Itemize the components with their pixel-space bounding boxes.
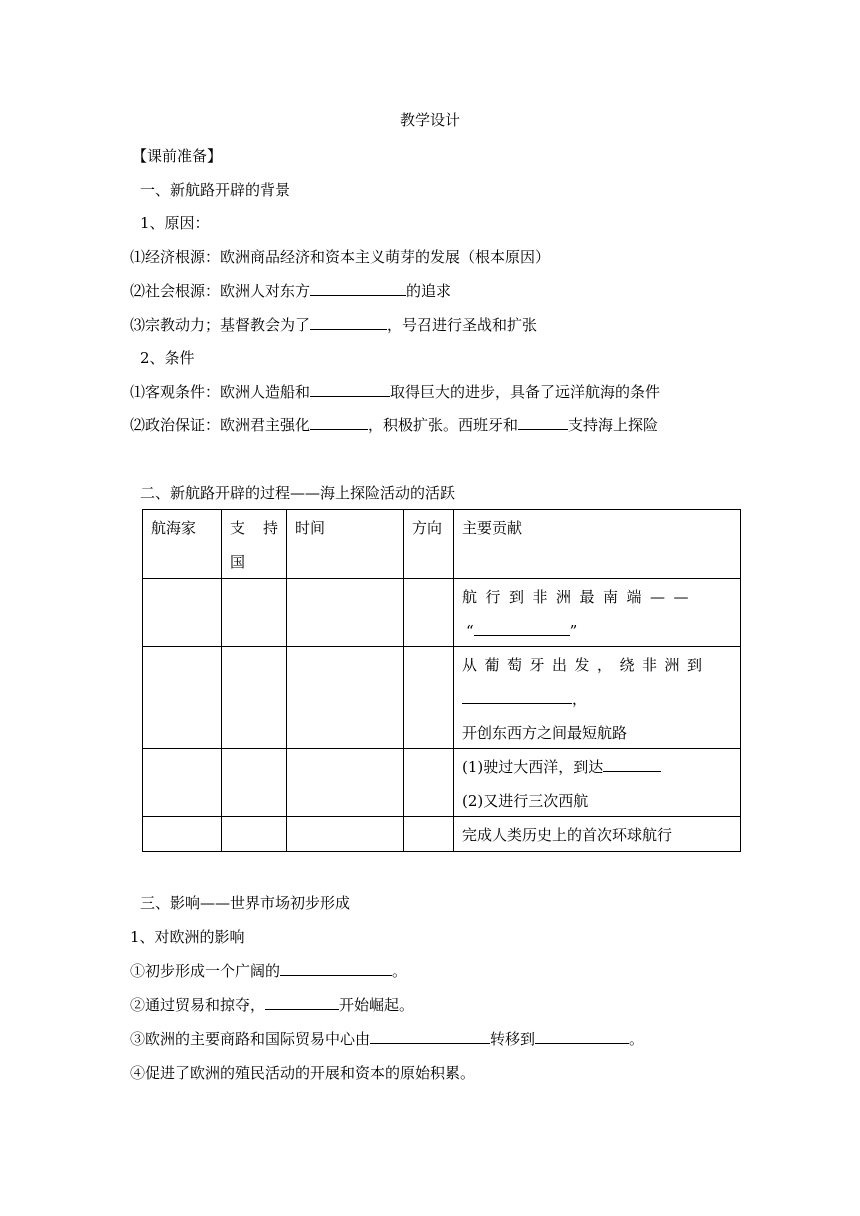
table-row — [143, 817, 741, 852]
impact-4: ④促进了欧洲的殖民活动的开展和资本的原始积累。 — [130, 1064, 476, 1082]
impact-1: ①初步形成一个广阔的 。 — [130, 962, 408, 980]
blank-line — [535, 1042, 629, 1044]
document-title: 教学设计 — [399, 111, 460, 129]
blank-line — [370, 1042, 490, 1044]
table-row — [143, 647, 741, 749]
blank-line — [310, 294, 406, 296]
contribution-cell: 航行到非洲最南端—— “ ” — [454, 579, 741, 647]
blank-line — [462, 702, 572, 704]
condition-2: ⑵政治保证：欧洲君主强化 ，积极扩张。西班牙和 支持海上探险 — [130, 416, 659, 434]
header-contribution: 主要贡献 — [454, 510, 741, 579]
condition-1: ⑴客观条件：欧洲人造船和 取得巨大的进步，具备了远洋航海的条件 — [130, 383, 661, 401]
contribution-cell: 从葡萄牙出发，绕非洲到 ， 开创东西方之间最短航路 — [454, 647, 741, 749]
blank-line — [518, 428, 568, 430]
condition-heading: 2、条件 — [140, 349, 195, 367]
section-1-heading: 一、新航路开辟的背景 — [140, 181, 291, 199]
blank-line — [310, 395, 390, 397]
reason-3: ⑶宗教动力；基督教会为了 ，号召进行圣战和扩张 — [130, 316, 538, 334]
table-header-row — [143, 510, 741, 579]
reason-2: ⑵社会根源：欧洲人对东方 的追求 — [130, 282, 452, 300]
section-3-sub: 1、对欧洲的影响 — [130, 928, 245, 946]
contribution-cell: 完成人类历史上的首次环球航行 — [454, 817, 741, 852]
blank-line — [310, 428, 368, 430]
reason-heading: 1、原因： — [140, 214, 210, 232]
impact-3: ③欧洲的主要商路和国际贸易中心由 转移到 。 — [130, 1030, 645, 1048]
blank-line — [280, 974, 392, 976]
impact-2: ②通过贸易和掠夺， 开始崛起。 — [130, 996, 415, 1014]
section-3-heading: 三、影响——世界市场初步形成 — [140, 894, 351, 912]
table-row — [143, 749, 741, 817]
blank-line — [474, 634, 570, 636]
header-time: 时间 — [287, 510, 404, 579]
blank-line — [265, 1008, 339, 1010]
blank-line — [603, 770, 661, 772]
contribution-cell: (1)驶过大西洋，到达 (2)又进行三次西航 — [454, 749, 741, 817]
header-direction: 方向 — [404, 510, 454, 579]
header-navigator: 航海家 — [143, 510, 222, 579]
navigation-table — [142, 509, 741, 852]
table-row — [143, 579, 741, 647]
header-country: 支 持 国 — [222, 510, 287, 579]
section-prep-heading: 【课前准备】 — [132, 147, 223, 165]
section-2-heading: 二、新航路开辟的过程——海上探险活动的活跃 — [140, 484, 456, 502]
blank-line — [310, 328, 387, 330]
reason-1: ⑴经济根源：欧洲商品经济和资本主义萌芽的发展（根本原因） — [130, 248, 551, 266]
